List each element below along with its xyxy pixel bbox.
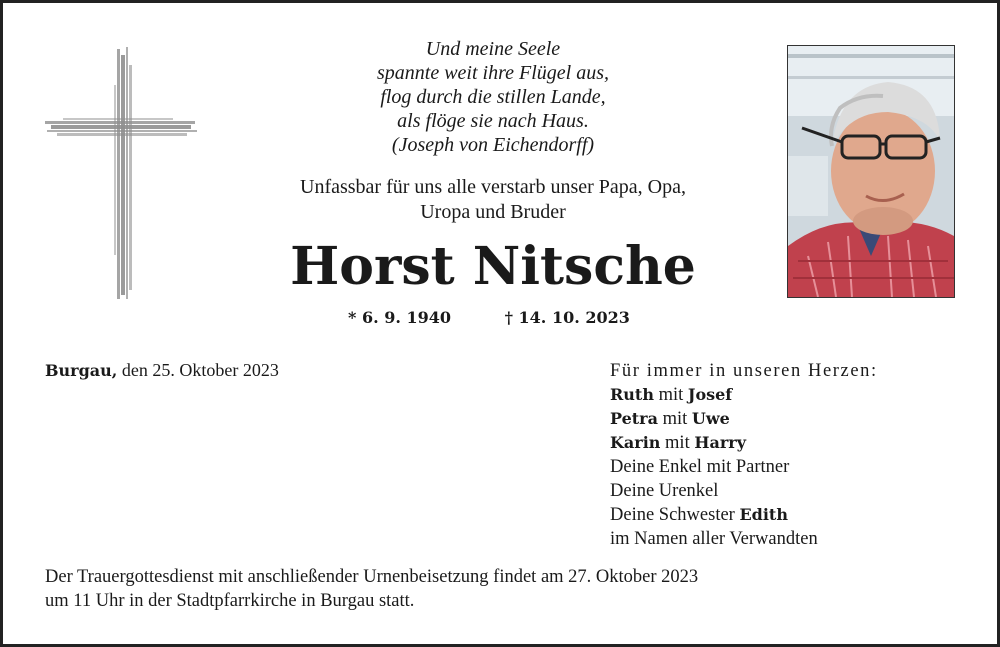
birth-date: * 6. 9. 1940 xyxy=(348,308,452,327)
poem xyxy=(293,37,693,157)
poem-line: Und meine Seele xyxy=(425,38,561,60)
mourner-connector: mit xyxy=(662,409,688,429)
mourner-urenkel: Deine Urenkel xyxy=(610,481,719,501)
mourner-partner: Josef xyxy=(687,385,733,404)
service-line: Der Trauergottesdienst mit anschließender Urnenbeisetzung findet am 27. Oktober 2023 xyxy=(45,567,699,587)
service-info xyxy=(45,565,945,613)
mourners-list xyxy=(610,359,960,551)
portrait-photo xyxy=(787,45,955,298)
mourner-row xyxy=(610,407,960,431)
cross-icon xyxy=(43,45,203,305)
mourner-partner: Harry xyxy=(694,433,746,452)
poem-author: (Joseph von Eichendorff) xyxy=(391,134,595,156)
place: Burgau, xyxy=(45,361,118,380)
intro-line: Uropa und Bruder xyxy=(420,201,566,223)
poem-line: als flöge sie nach Haus. xyxy=(397,110,589,132)
mourner-name: Petra xyxy=(610,409,658,428)
mourner-connector: mit xyxy=(665,433,690,453)
mourner-row xyxy=(610,383,960,407)
death-date: † 14. 10. 2023 xyxy=(504,308,630,327)
intro-line: Unfassbar für uns alle verstarb unser Papa, Opa, xyxy=(300,176,686,198)
service-line: um 11 Uhr in der Stadtpfarrkirche in Burgau statt. xyxy=(45,591,415,611)
place-date xyxy=(45,359,279,382)
mourner-partner: Uwe xyxy=(691,409,730,428)
mourners-headline: Für immer in unseren Herzen: xyxy=(610,361,878,381)
mourner-row xyxy=(610,431,960,455)
schwester-prefix: Deine Schwester xyxy=(610,505,735,525)
mourner-name: Karin xyxy=(610,433,661,452)
intro-text xyxy=(233,175,753,225)
life-dates xyxy=(348,308,630,328)
date: den 25. Oktober 2023 xyxy=(121,360,279,380)
mourner-name: Ruth xyxy=(610,385,654,404)
mourner-verwandte: im Namen aller Verwandten xyxy=(610,529,818,549)
mourner-enkel: Deine Enkel mit Partner xyxy=(610,457,790,477)
mourner-connector: mit xyxy=(658,385,684,405)
poem-line: spannte weit ihre Flügel aus, xyxy=(376,62,609,84)
deceased-name: Horst Nitsche xyxy=(290,236,696,297)
poem-line: flog durch die stillen Lande, xyxy=(380,86,606,108)
mourner-schwester xyxy=(610,503,960,527)
schwester-name: Edith xyxy=(739,505,788,524)
